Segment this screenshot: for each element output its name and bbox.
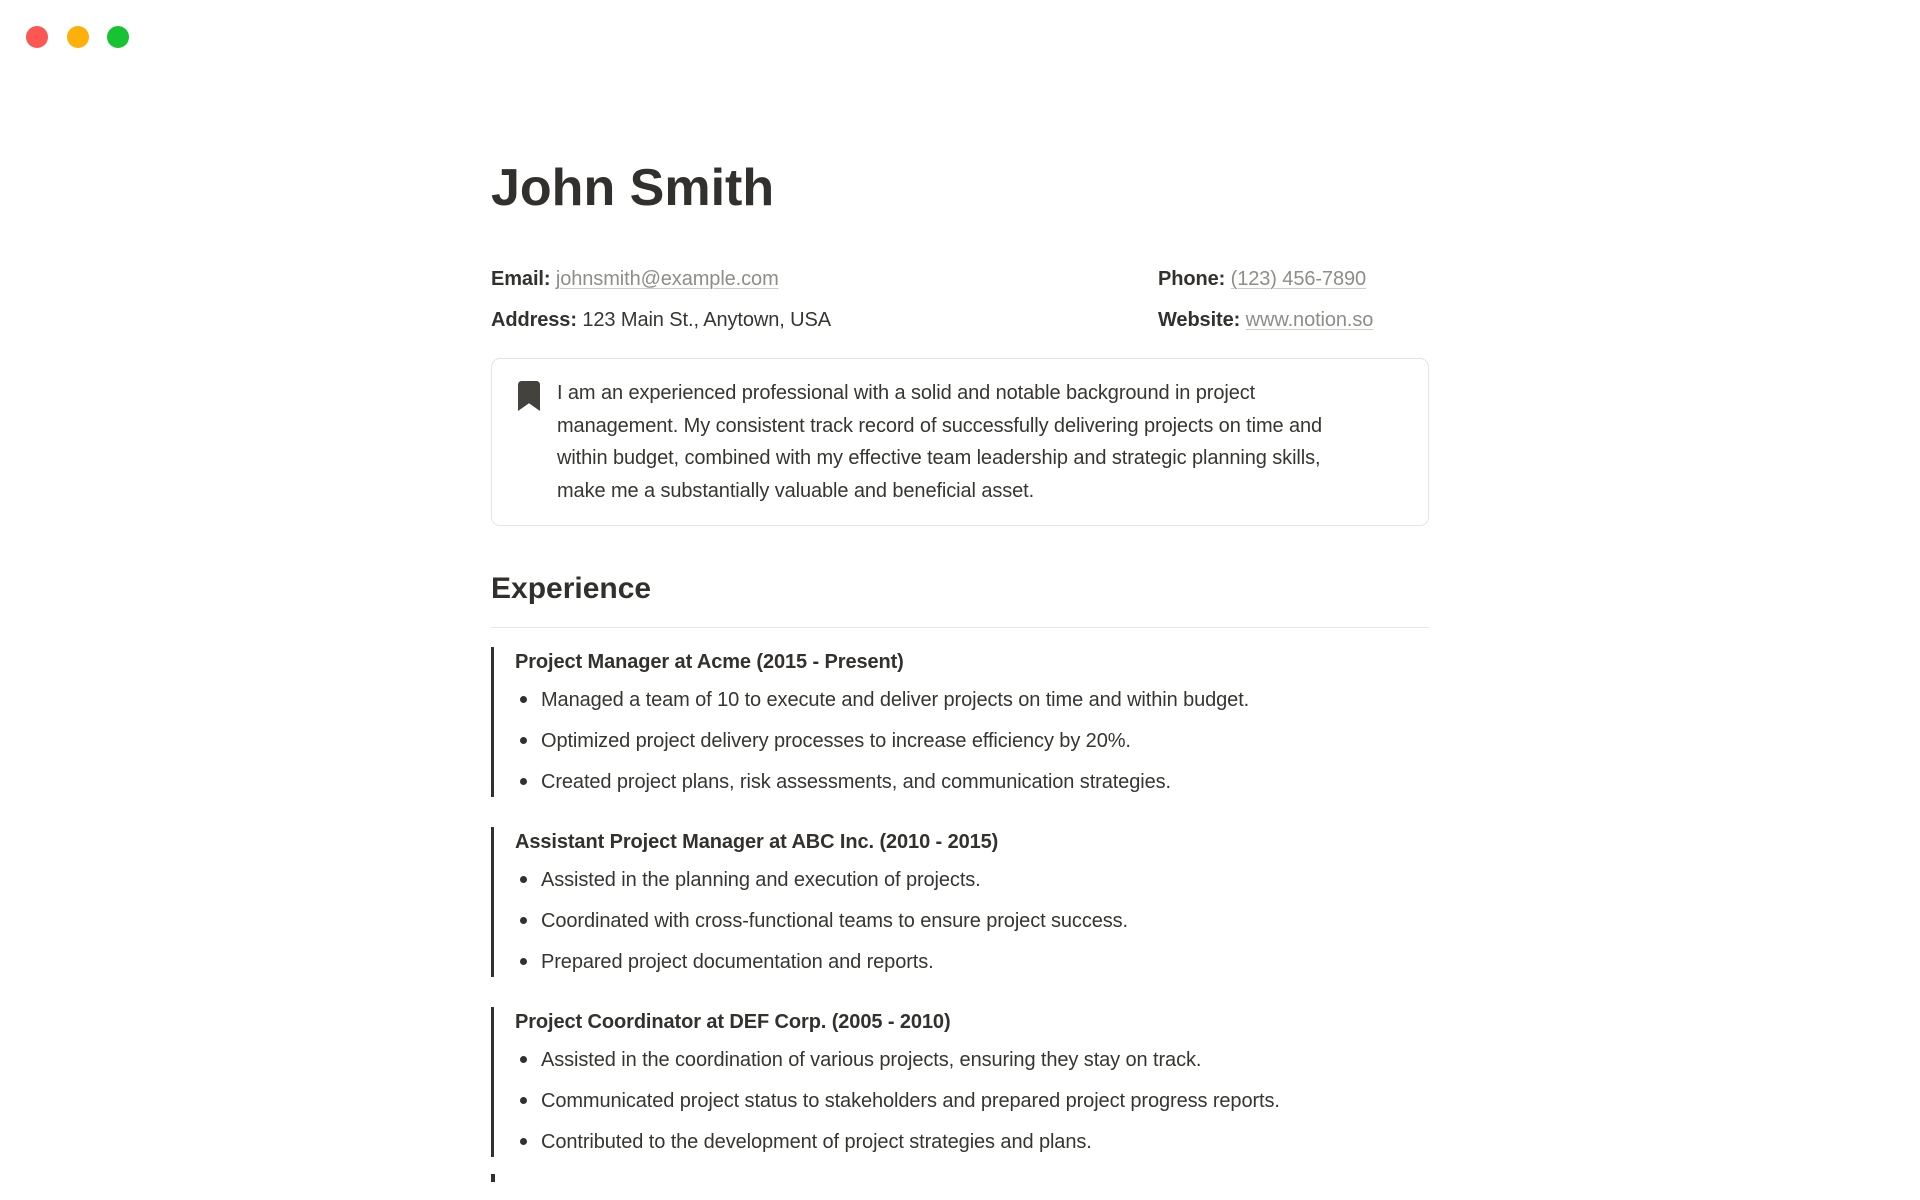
experience-entry bbox=[491, 827, 1429, 977]
address-value: 123 Main St., Anytown, USA bbox=[582, 309, 831, 331]
entry-title: Assistant Project Manager at ABC Inc. (2010 - 2015) bbox=[515, 831, 999, 853]
resume-page bbox=[491, 0, 1429, 1182]
entry-bullet: Coordinated with cross-functional teams to ensure project success. bbox=[515, 906, 1429, 936]
entry-bullet: Communicated project status to stakeholders and prepared project progress reports. bbox=[515, 1086, 1429, 1116]
entry-bullet: Optimized project delivery processes to increase efficiency by 20%. bbox=[515, 726, 1429, 756]
entry-bullet-list bbox=[515, 1045, 1429, 1157]
experience-entry bbox=[491, 1007, 1429, 1157]
summary-callout bbox=[491, 358, 1429, 526]
email-label: Email: bbox=[491, 268, 551, 290]
website-link[interactable]: www.notion.so bbox=[1245, 309, 1374, 331]
entry-bullet: Prepared project documentation and reports. bbox=[515, 947, 1429, 977]
contact-row-email bbox=[491, 264, 1158, 294]
summary-text bbox=[557, 377, 1322, 507]
entry-bullet: Created project plans, risk assessments, and communication strategies. bbox=[515, 767, 1429, 797]
window-close-button[interactable] bbox=[26, 26, 48, 48]
contact-info bbox=[491, 264, 1429, 335]
experience-entry bbox=[491, 647, 1429, 797]
entry-bullet: Managed a team of 10 to execute and deliver projects on time and within budget. bbox=[515, 685, 1429, 715]
website-label: Website: bbox=[1158, 309, 1241, 331]
entry-bullet: Assisted in the planning and execution of projects. bbox=[515, 865, 1429, 895]
next-quote-bar-cutoff bbox=[491, 1174, 495, 1182]
entry-title: Project Coordinator at DEF Corp. (2005 - 2010) bbox=[515, 1011, 951, 1033]
summary-line: make me a substantially valuable and beneficial asset. bbox=[557, 479, 1035, 502]
phone-label: Phone: bbox=[1158, 268, 1226, 290]
entry-bullet-list bbox=[515, 865, 1429, 977]
entry-bullet-list bbox=[515, 685, 1429, 797]
entry-bullet: Contributed to the development of project strategies and plans. bbox=[515, 1127, 1429, 1157]
contact-row-phone bbox=[1158, 264, 1429, 294]
email-link[interactable]: johnsmith@example.com bbox=[555, 268, 779, 290]
contact-row-website bbox=[1158, 305, 1429, 335]
summary-line: within budget, combined with my effective team leadership and strategic planning skills, bbox=[557, 447, 1321, 469]
window-zoom-button[interactable] bbox=[107, 26, 129, 48]
entry-bullet: Assisted in the coordination of various projects, ensuring they stay on track. bbox=[515, 1045, 1429, 1075]
phone-link[interactable]: (123) 456-7890 bbox=[1230, 268, 1367, 290]
experience-heading: Experience bbox=[491, 570, 1429, 628]
entry-title: Project Manager at Acme (2015 - Present) bbox=[515, 651, 904, 673]
page-title: John Smith bbox=[491, 159, 775, 217]
bookmark-icon bbox=[518, 381, 540, 411]
summary-line: management. My consistent track record of successfully delivering projects on time and bbox=[557, 414, 1323, 437]
summary-line: I am an experienced professional with a solid and notable background in project bbox=[557, 382, 1256, 404]
window-minimize-button[interactable] bbox=[67, 26, 89, 48]
address-label: Address: bbox=[491, 309, 577, 331]
contact-row-address bbox=[491, 305, 1158, 335]
